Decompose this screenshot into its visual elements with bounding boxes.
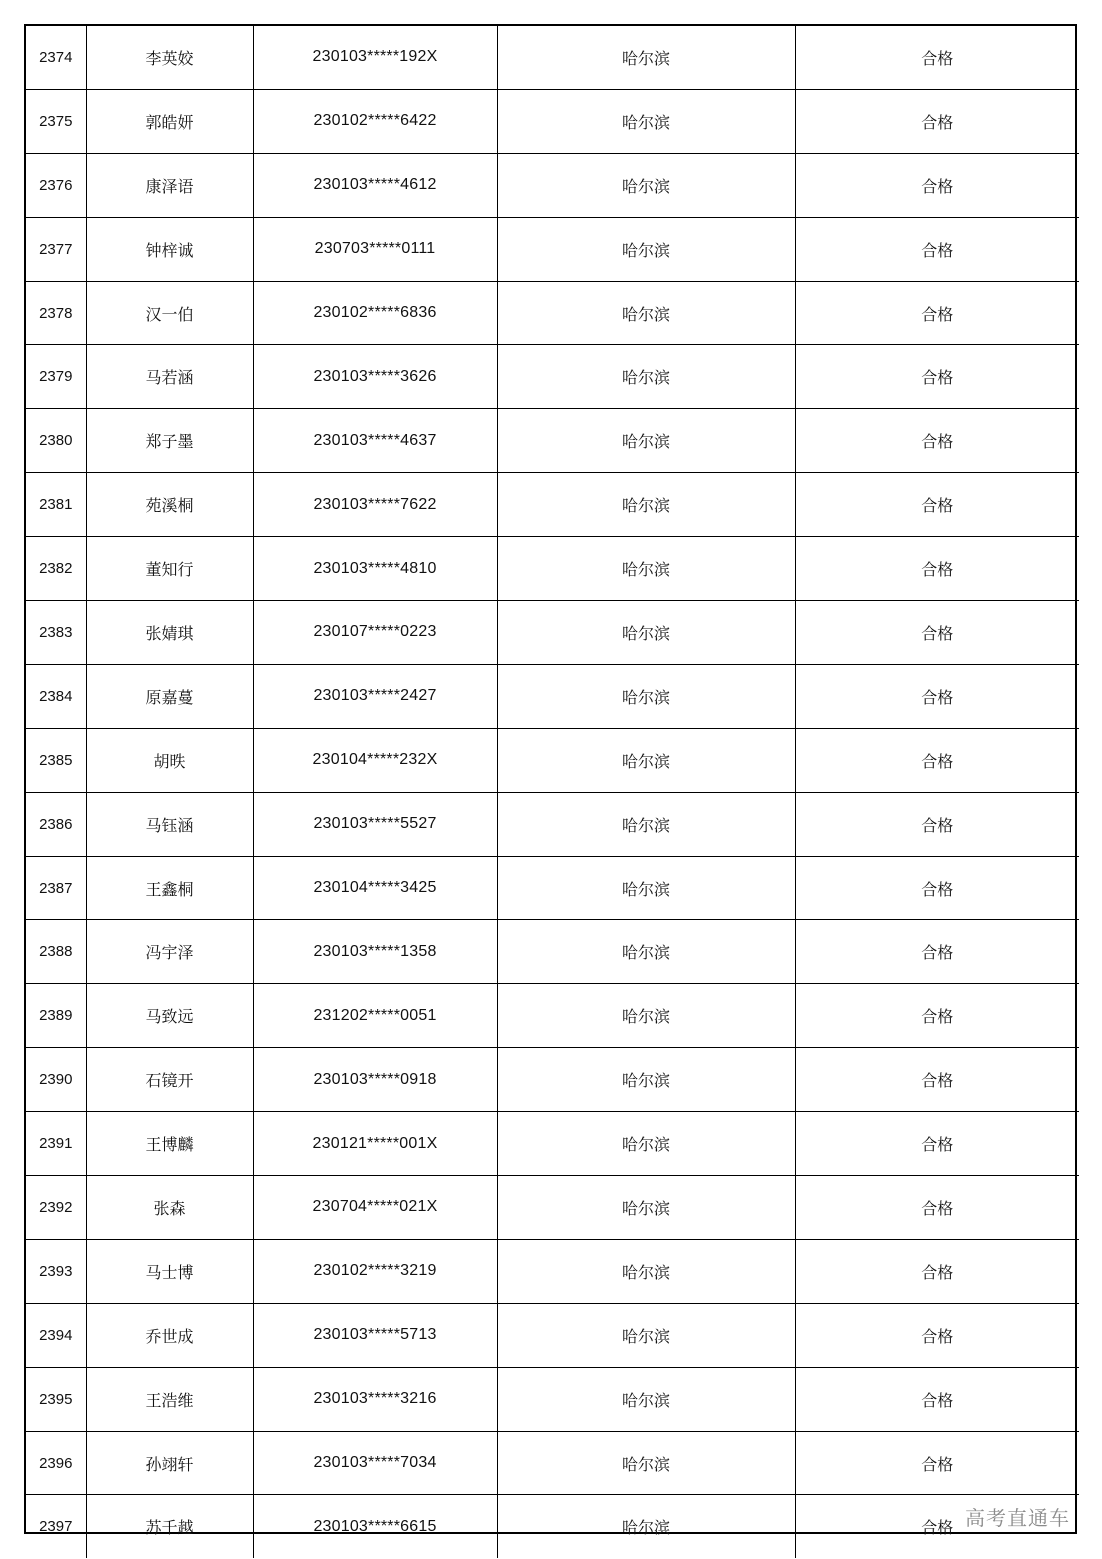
roster-sheet — [24, 24, 1077, 1538]
student-name-cell: 原嘉蔓 — [86, 664, 253, 728]
table-row — [26, 89, 1079, 153]
result-cell: 合格 — [795, 856, 1079, 920]
id-number-cell: 230704*****021X — [253, 1176, 497, 1240]
table-row — [26, 217, 1079, 281]
id-number-cell: 230103*****4637 — [253, 409, 497, 473]
student-name-cell: 苑溪桐 — [86, 473, 253, 537]
city-cell: 哈尔滨 — [497, 409, 795, 473]
result-cell: 合格 — [795, 345, 1079, 409]
city-cell: 哈尔滨 — [497, 1176, 795, 1240]
result-cell: 合格 — [795, 1303, 1079, 1367]
table-row — [26, 1495, 1079, 1558]
result-cell: 合格 — [795, 26, 1079, 89]
result-cell: 合格 — [795, 1367, 1079, 1431]
id-number-cell: 230103*****6615 — [253, 1495, 497, 1558]
student-name-cell: 乔世成 — [86, 1303, 253, 1367]
city-cell: 哈尔滨 — [497, 856, 795, 920]
table-row — [26, 984, 1079, 1048]
result-cell: 合格 — [795, 89, 1079, 153]
id-number-cell: 230103*****0918 — [253, 1048, 497, 1112]
city-cell: 哈尔滨 — [497, 1495, 795, 1558]
row-number-cell: 2389 — [26, 984, 86, 1048]
city-cell: 哈尔滨 — [497, 1303, 795, 1367]
table-row — [26, 792, 1079, 856]
table-row — [26, 601, 1079, 665]
table-row — [26, 153, 1079, 217]
city-cell: 哈尔滨 — [497, 345, 795, 409]
id-number-cell: 230103*****5527 — [253, 792, 497, 856]
row-number-cell: 2374 — [26, 26, 86, 89]
watermark-text: 高考直通车 — [963, 1502, 1072, 1531]
row-number-cell: 2396 — [26, 1431, 86, 1495]
result-cell: 合格 — [795, 1239, 1079, 1303]
id-number-cell: 230103*****4810 — [253, 537, 497, 601]
table-row — [26, 345, 1079, 409]
row-number-cell: 2377 — [26, 217, 86, 281]
table-row — [26, 26, 1079, 89]
id-number-cell: 230103*****1358 — [253, 920, 497, 984]
row-number-cell: 2395 — [26, 1367, 86, 1431]
result-cell: 合格 — [795, 920, 1079, 984]
result-cell: 合格 — [795, 153, 1079, 217]
student-name-cell: 董知行 — [86, 537, 253, 601]
row-number-cell: 2382 — [26, 537, 86, 601]
table-row — [26, 1112, 1079, 1176]
id-number-cell: 230103*****5713 — [253, 1303, 497, 1367]
row-number-cell: 2384 — [26, 664, 86, 728]
table-row — [26, 1048, 1079, 1112]
id-number-cell: 230102*****6422 — [253, 89, 497, 153]
result-cell: 合格 — [795, 217, 1079, 281]
row-number-cell: 2379 — [26, 345, 86, 409]
table-row — [26, 664, 1079, 728]
student-name-cell: 孙翊轩 — [86, 1431, 253, 1495]
id-number-cell: 230103*****3626 — [253, 345, 497, 409]
city-cell: 哈尔滨 — [497, 792, 795, 856]
row-number-cell: 2390 — [26, 1048, 86, 1112]
student-name-cell: 郭皓妍 — [86, 89, 253, 153]
student-name-cell: 张森 — [86, 1176, 253, 1240]
student-name-cell: 苏千越 — [86, 1495, 253, 1558]
city-cell: 哈尔滨 — [497, 153, 795, 217]
id-number-cell: 230104*****232X — [253, 728, 497, 792]
result-cell: 合格 — [795, 1112, 1079, 1176]
result-cell: 合格 — [795, 281, 1079, 345]
city-cell: 哈尔滨 — [497, 601, 795, 665]
city-cell: 哈尔滨 — [497, 1048, 795, 1112]
student-name-cell: 马钰涵 — [86, 792, 253, 856]
student-name-cell: 王浩维 — [86, 1367, 253, 1431]
result-cell: 合格 — [795, 984, 1079, 1048]
city-cell: 哈尔滨 — [497, 1431, 795, 1495]
table-row — [26, 728, 1079, 792]
city-cell: 哈尔滨 — [497, 473, 795, 537]
city-cell: 哈尔滨 — [497, 537, 795, 601]
result-cell: 合格 — [795, 664, 1079, 728]
result-cell: 合格 — [795, 537, 1079, 601]
row-number-cell: 2394 — [26, 1303, 86, 1367]
table-row — [26, 856, 1079, 920]
table-row — [26, 1431, 1079, 1495]
student-name-cell: 李英姣 — [86, 26, 253, 89]
row-number-cell: 2385 — [26, 728, 86, 792]
student-name-cell: 汉一伯 — [86, 281, 253, 345]
student-name-cell: 王博麟 — [86, 1112, 253, 1176]
id-number-cell: 230103*****7622 — [253, 473, 497, 537]
result-cell: 合格 — [795, 728, 1079, 792]
id-number-cell: 230121*****001X — [253, 1112, 497, 1176]
row-number-cell: 2376 — [26, 153, 86, 217]
id-number-cell: 230103*****2427 — [253, 664, 497, 728]
id-number-cell: 230102*****3219 — [253, 1239, 497, 1303]
city-cell: 哈尔滨 — [497, 984, 795, 1048]
id-number-cell: 230103*****3216 — [253, 1367, 497, 1431]
student-name-cell: 王鑫桐 — [86, 856, 253, 920]
student-name-cell: 马致远 — [86, 984, 253, 1048]
row-number-cell: 2378 — [26, 281, 86, 345]
id-number-cell: 231202*****0051 — [253, 984, 497, 1048]
city-cell: 哈尔滨 — [497, 1239, 795, 1303]
city-cell: 哈尔滨 — [497, 89, 795, 153]
table-row — [26, 409, 1079, 473]
row-number-cell: 2375 — [26, 89, 86, 153]
row-number-cell: 2381 — [26, 473, 86, 537]
student-name-cell: 郑子墨 — [86, 409, 253, 473]
roster-table — [26, 26, 1079, 1558]
result-cell: 合格 — [795, 1431, 1079, 1495]
city-cell: 哈尔滨 — [497, 664, 795, 728]
row-number-cell: 2380 — [26, 409, 86, 473]
row-number-cell: 2393 — [26, 1239, 86, 1303]
city-cell: 哈尔滨 — [497, 281, 795, 345]
row-number-cell: 2383 — [26, 601, 86, 665]
table-row — [26, 1239, 1079, 1303]
table-row — [26, 1176, 1079, 1240]
student-name-cell: 石镜开 — [86, 1048, 253, 1112]
student-name-cell: 马士博 — [86, 1239, 253, 1303]
city-cell: 哈尔滨 — [497, 728, 795, 792]
row-number-cell: 2391 — [26, 1112, 86, 1176]
row-number-cell: 2386 — [26, 792, 86, 856]
student-name-cell: 张婧琪 — [86, 601, 253, 665]
table-row — [26, 1303, 1079, 1367]
student-name-cell: 冯宇泽 — [86, 920, 253, 984]
result-cell: 合格 — [795, 473, 1079, 537]
id-number-cell: 230102*****6836 — [253, 281, 497, 345]
result-cell: 合格 — [795, 1495, 1079, 1558]
table-row — [26, 473, 1079, 537]
table-row — [26, 1367, 1079, 1431]
row-number-cell: 2392 — [26, 1176, 86, 1240]
student-name-cell: 马若涵 — [86, 345, 253, 409]
city-cell: 哈尔滨 — [497, 1367, 795, 1431]
table-row — [26, 920, 1079, 984]
id-number-cell: 230103*****4612 — [253, 153, 497, 217]
row-number-cell: 2388 — [26, 920, 86, 984]
id-number-cell: 230107*****0223 — [253, 601, 497, 665]
id-number-cell: 230103*****192X — [253, 26, 497, 89]
table-row — [26, 281, 1079, 345]
id-number-cell: 230103*****7034 — [253, 1431, 497, 1495]
city-cell: 哈尔滨 — [497, 217, 795, 281]
id-number-cell: 230104*****3425 — [253, 856, 497, 920]
id-number-cell: 230703*****0111 — [253, 217, 497, 281]
student-name-cell: 钟梓诚 — [86, 217, 253, 281]
student-name-cell: 康泽语 — [86, 153, 253, 217]
city-cell: 哈尔滨 — [497, 1112, 795, 1176]
row-number-cell: 2387 — [26, 856, 86, 920]
result-cell: 合格 — [795, 792, 1079, 856]
result-cell: 合格 — [795, 601, 1079, 665]
result-cell: 合格 — [795, 409, 1079, 473]
result-cell: 合格 — [795, 1048, 1079, 1112]
result-cell: 合格 — [795, 1176, 1079, 1240]
city-cell: 哈尔滨 — [497, 920, 795, 984]
row-number-cell: 2397 — [26, 1495, 86, 1558]
city-cell: 哈尔滨 — [497, 26, 795, 89]
student-name-cell: 胡昳 — [86, 728, 253, 792]
table-row — [26, 537, 1079, 601]
roster-table-body — [26, 26, 1079, 1558]
